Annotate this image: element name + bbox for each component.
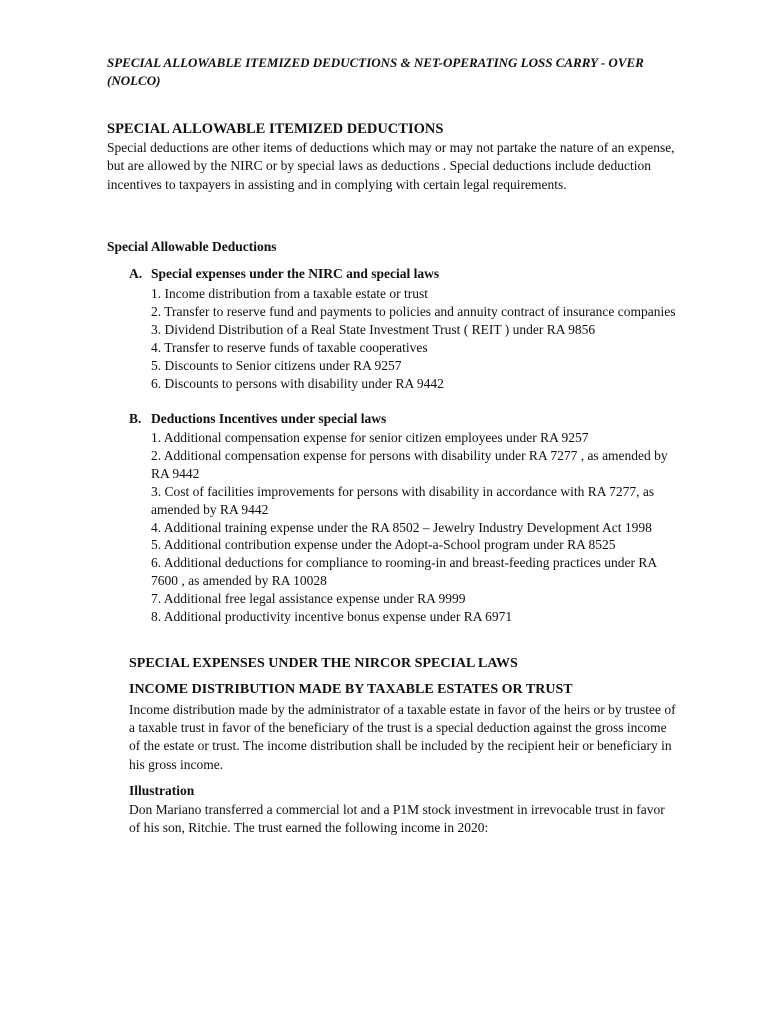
section-heading: SPECIAL ALLOWABLE ITEMIZED DEDUCTIONS [107, 121, 444, 137]
list-item: 8. Additional productivity incentive bonus expense under RA 6971 [151, 609, 513, 625]
list-item: 3. Cost of facilities improvements for persons with disability in accordance with RA 7277, as amended by RA 9442 [151, 483, 655, 517]
list-item: 7. Additional free legal assistance expense under RA 9999 [151, 591, 466, 607]
section-b-list [151, 429, 681, 626]
income-distribution-paragraph: Income distribution made by the administrator of a taxable estate in favor of the heirs or by trustee of a taxable trust in favor of the beneficiary of the trust is a special deduction against the gross income of the estate or trust. The income distribution shall be included by the recipient heir or beneficiary in his gross income. [129, 702, 676, 772]
document-title: SPECIAL ALLOWABLE ITEMIZED DEDUCTIONS & NET-OPERATING LOSS CARRY - OVER (NOLCO) [107, 55, 644, 88]
subheading-special-allowable-deductions: Special Allowable Deductions [107, 239, 277, 254]
section-b-marker: B. [129, 411, 142, 426]
list-item: 6. Additional deductions for compliance to rooming-in and breast-feeding practices under RA 7600 , as amended by RA 10028 [151, 555, 657, 589]
section-a-title: Special expenses under the NIRC and special laws [151, 266, 440, 281]
list-item: 2. Additional compensation expense for persons with disability under RA 7277 , as amended by RA 9442 [151, 447, 668, 481]
section-b-title: Deductions Incentives under special laws [151, 411, 387, 426]
list-item: 3. Dividend Distribution of a Real State Investment Trust ( REIT ) under RA 9856 [151, 321, 596, 337]
section-a-marker: A. [129, 266, 143, 281]
list-item: 4. Additional training expense under the RA 8502 – Jewelry Industry Development Act 1998 [151, 519, 652, 535]
section-b-heading [129, 411, 386, 427]
illustration-paragraph: Don Mariano transferred a commercial lot and a P1M stock investment in irrevocable trust in favor of his son, Ritchie. The trust earned the following income in 2020: [129, 802, 665, 836]
section-a-list [151, 285, 681, 392]
list-item: 1. Additional compensation expense for senior citizen employees under RA 9257 [151, 430, 589, 445]
list-item: 5. Discounts to Senior citizens under RA 9257 [151, 357, 402, 373]
list-item: 5. Additional contribution expense under the Adopt-a-School program under RA 8525 [151, 537, 616, 553]
list-item: 4. Transfer to reserve funds of taxable cooperatives [151, 339, 428, 355]
intro-paragraph: Special deductions are other items of deductions which may or may not partake the nature of an expense, but are allowed by the NIRC or by special laws as deductions . Special deductions include deduction incentives to taxpayers in assisting and in complying with certain legal requirements. [107, 140, 675, 192]
list-item: 1. Income distribution from a taxable estate or trust [151, 286, 429, 301]
illustration-heading: Illustration [129, 783, 195, 798]
list-item: 6. Discounts to persons with disability under RA 9442 [151, 375, 444, 391]
list-item: 2. Transfer to reserve fund and payments to policies and annuity contract of insurance companies [151, 303, 676, 319]
section-a-heading [129, 266, 439, 282]
caps-heading-special-expenses: SPECIAL EXPENSES UNDER THE NIRCOR SPECIAL LAWS [129, 656, 518, 671]
caps-heading-income-distribution: INCOME DISTRIBUTION MADE BY TAXABLE ESTATES OR TRUST [129, 682, 573, 697]
